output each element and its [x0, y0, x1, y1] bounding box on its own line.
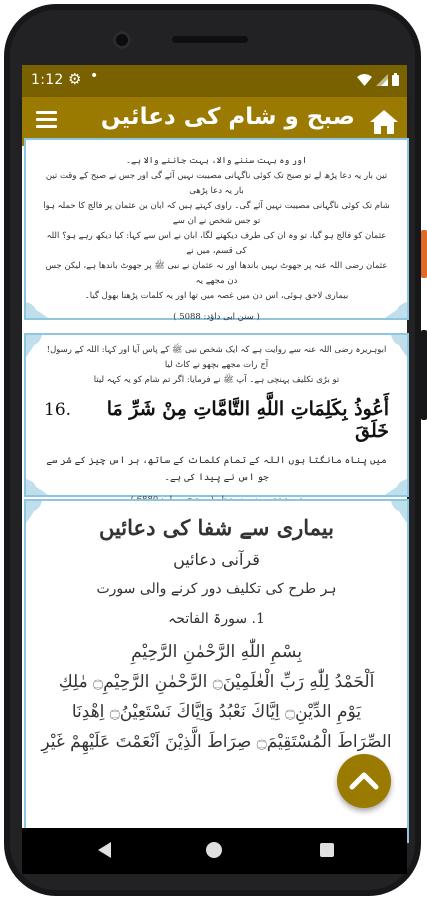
card-text-line: عثمان رضی اللہ عنہ پر جھوٹ نہیں باندھا اور نہ عثمان نے نبی ﷺ پر جھوٹ باندھا ہے، لیکن جس دن مجھے یہ: [45, 261, 388, 286]
battery-icon: [392, 73, 399, 86]
system-nav-bar: [22, 828, 407, 874]
card-reference: ( سنن ابی داؤد: 5088 ): [173, 312, 260, 322]
dua-translation: میں پناہ مانگتا ہوں اللہ کے تمام کلمات کے ساتھ، ہر اس چیز کے شر سے جو اس نے پیدا کی ہے۔: [46, 455, 387, 483]
status-bar: [22, 65, 407, 97]
corner-ornament-icon: [26, 296, 48, 318]
corner-ornament-icon: [385, 296, 407, 318]
surah-title: 1. سورۃ الفاتحہ: [168, 611, 265, 627]
signal-icon: [376, 74, 388, 86]
corner-ornament-icon: [385, 501, 407, 523]
card-intro-line: تو بڑی تکلیف پہنچی ہے۔ آپ ﷺ نے فرمایا: اگر تم شام کو یہ کہہ لیتا: [93, 375, 340, 385]
power-button: [421, 330, 427, 420]
card-text-line: تین بار یہ دعا پڑھ لے تو صبح تک کوئی ناگہانی مصیبت نہیں آئے گی اور جس نے صبح کے وقت تین بار یہ دعا پڑھی: [45, 171, 388, 196]
ayah-line: يَوْمِ الدِّيْنِ۝ اِيَّاكَ نَعْبُدُ وَاِيَّاكَ نَسْتَعِيْنُ۝ اِهْدِنَا: [71, 702, 362, 722]
card-text-line: شام تک کوئی ناگہانی مصیبت نہیں آئے گی۔ راوی کہتے ہیں کہ ابان بن عثمان پر فالج کا حملہ ہوا تو جس شخص نے ان سے: [43, 201, 390, 226]
gear-icon: ⚙: [68, 70, 82, 88]
bismillah: بِسْمِ اللّٰهِ الرَّحْمٰنِ الرَّحِيْمِ: [131, 642, 302, 662]
card-intro-line: ابوہریرہ رضی اللہ عنہ سے روایت ہے کہ ایک شخص نبی ﷺ کے پاس آیا اور کہا: اللہ کے رسول! آج رات مجھے بچھو نے کاٹ لیا: [46, 345, 387, 370]
menu-icon[interactable]: [36, 111, 57, 131]
corner-ornament-icon: [385, 335, 407, 357]
corner-ornament-icon: [385, 473, 407, 495]
nav-home-button[interactable]: [206, 842, 222, 858]
ayah-line: اَلْحَمْدُ لِلّٰهِ رَبِّ الْعٰلَمِيْنَ۝ الرَّحْمٰنِ الرَّحِيْمِ۝ مٰلِكِ: [58, 672, 375, 692]
section-heading: بیماری سے شفا کی دعائیں: [98, 515, 334, 540]
section-subheading: قرآنی دعائیں: [173, 550, 260, 569]
card-text-line: عثمان کو فالج ہو گیا، تو وہ ان کی طرف دیکھنے لگا، ابان نے اس سے کہا: کیا دیکھ رہے ہو؟ اللہ کی قسم، میں نے: [46, 231, 387, 256]
nav-recents-button[interactable]: [320, 843, 334, 857]
dua-number: 16.: [44, 400, 72, 420]
ayah-line: الصِّرَاطَ الْمُسْتَقِيْمَ۝ صِرَاطَ الَّذِيْنَ اَنْعَمْتَ عَلَيْهِمْ غَيْرِ: [41, 732, 392, 752]
earpiece-speaker: [172, 36, 248, 43]
card-text-line: اور وہ بہت سننے والا، بہت جاننے والا ہے۔: [126, 156, 307, 166]
status-icons: [357, 73, 399, 86]
front-camera: [113, 31, 131, 49]
scroll-to-top-button[interactable]: [337, 754, 391, 808]
nav-back-button[interactable]: [98, 842, 111, 858]
section-subsubheading: ہر طرح کی تکلیف دور کرنے والی سورت: [96, 581, 337, 597]
corner-ornament-icon: [26, 501, 48, 523]
content-scroll[interactable]: [22, 146, 407, 828]
notification-dot-icon: •: [90, 68, 99, 84]
status-time: 1:12: [31, 72, 64, 88]
volume-button: [421, 230, 427, 278]
corner-ornament-icon: [26, 473, 48, 495]
wifi-icon: [357, 74, 372, 86]
corner-ornament-icon: [26, 335, 48, 357]
dua-card: [24, 138, 409, 320]
page-title: صبح و شام کی دعائیں: [100, 104, 355, 130]
home-icon[interactable]: [369, 109, 399, 135]
chevron-up-icon: [349, 768, 379, 792]
card-text-line: بیماری لاحق ہوئی، اس دن میں غصہ میں تھا اور یہ کلمات پڑھنا بھول گیا۔: [84, 291, 349, 301]
screen: [22, 65, 407, 828]
dua-card: [24, 333, 409, 497]
dua-arabic: أَعُوذُ بِكَلِمَاتِ اللَّهِ التَّامَّاتِ مِنْ شَرِّ مَا خَلَقَ: [106, 398, 389, 442]
